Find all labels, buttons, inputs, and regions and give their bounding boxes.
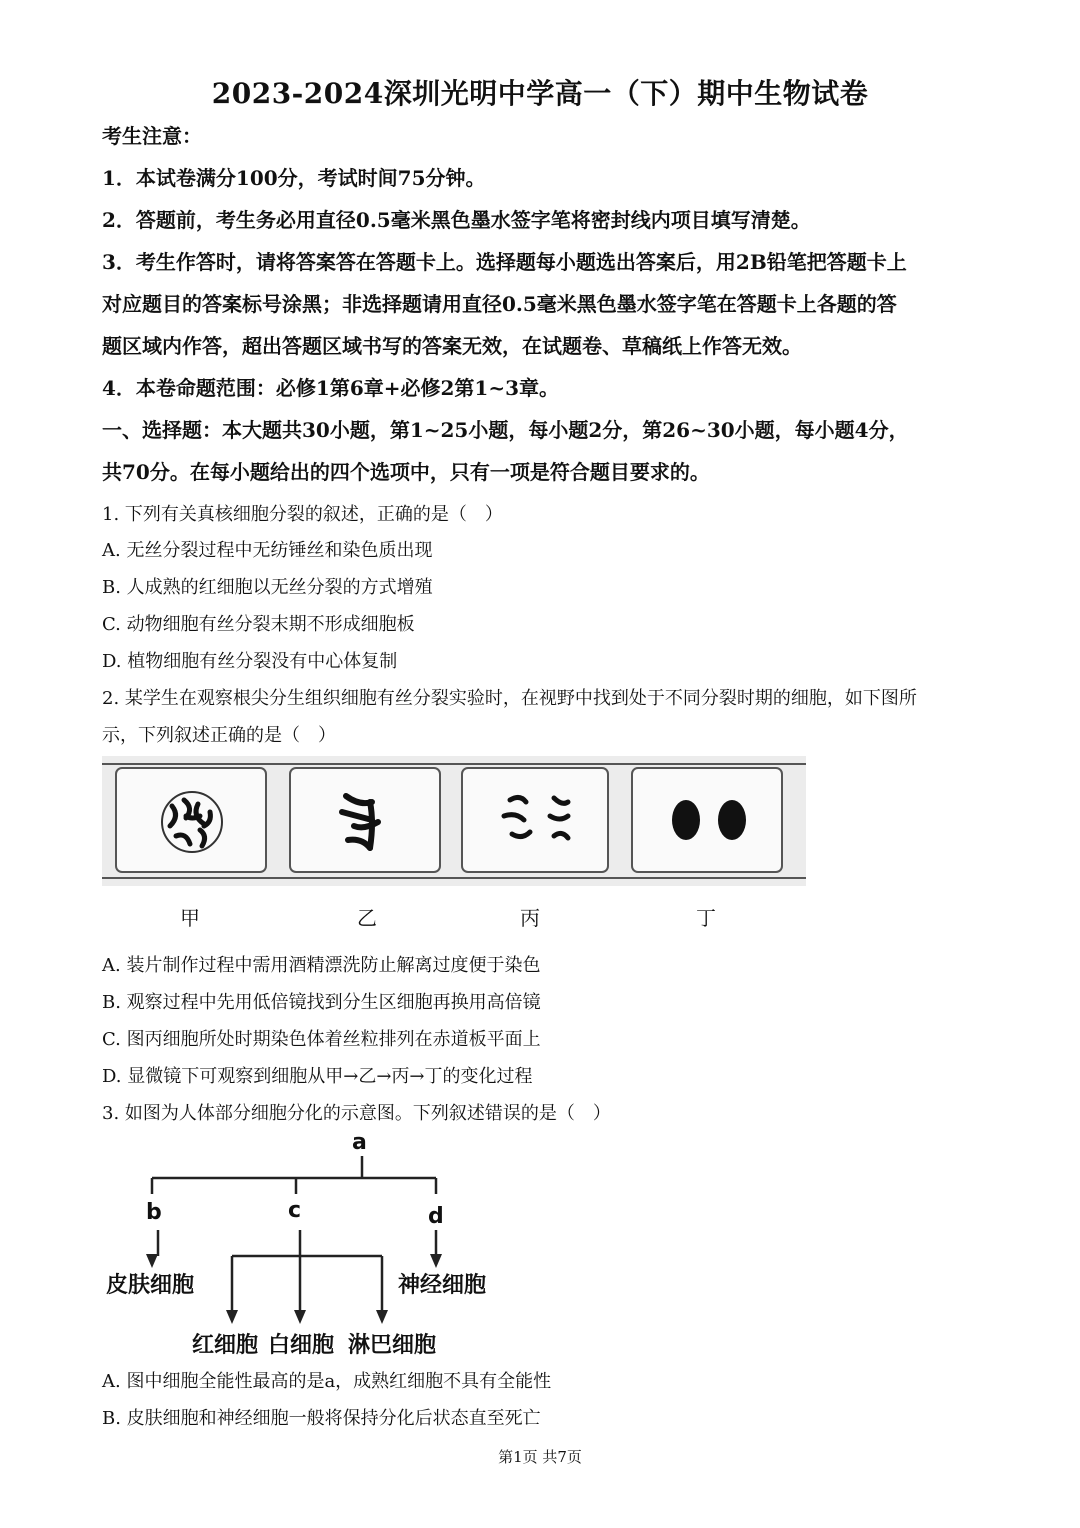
notice-item: 1．本试卷满分100分，考试时间75分钟。	[102, 166, 486, 190]
tree-node-a: a	[352, 1130, 367, 1155]
q3-option-a: A. 图中细胞全能性最高的是a，成熟红细胞不具有全能性	[102, 1371, 552, 1392]
q1-option-d: D. 植物细胞有丝分裂没有中心体复制	[102, 651, 398, 672]
notice-item: 4．本卷命题范围：必修1第6章+必修2第1~3章。	[102, 376, 560, 400]
mitosis-figure	[102, 756, 806, 886]
q2-option-a: A. 装片制作过程中需用酒精漂洗防止解离过度便于染色	[102, 955, 541, 976]
q1-option-a: A. 无丝分裂过程中无纺锤丝和染色质出现	[102, 540, 433, 561]
q1-option-b: B. 人成熟的红细胞以无丝分裂的方式增殖	[102, 577, 433, 598]
tree-node-b: b	[146, 1200, 162, 1225]
notice-item: 3．考生作答时，请将答案答在答题卡上。选择题每小题选出答案后，用2B铅笔把答题卡上	[102, 250, 907, 274]
tree-skin-cell: 皮肤细胞	[106, 1273, 195, 1298]
q2-option-d: D. 显微镜下可观察到细胞从甲→乙→丙→丁的变化过程	[102, 1066, 533, 1087]
figure-label-jia: 甲	[180, 906, 200, 930]
q2-stem: 2. 某学生在观察根尖分生组织细胞有丝分裂实验时，在视野中找到处于不同分裂时期的细胞，如下图所	[102, 688, 917, 709]
q3-stem: 3. 如图为人体部分细胞分化的示意图。下列叙述错误的是（ ）	[102, 1103, 611, 1124]
q1-stem: 1. 下列有关真核细胞分裂的叙述，正确的是（ ）	[102, 504, 503, 525]
q2-option-b: B. 观察过程中先用低倍镜找到分生区细胞再换用高倍镜	[102, 992, 541, 1013]
q1-option-c: C. 动物细胞有丝分裂末期不形成细胞板	[102, 614, 415, 635]
tree-nerve-cell: 神经细胞	[398, 1273, 487, 1298]
figure-label-yi: 乙	[357, 906, 377, 930]
q2-option-c: C. 图丙细胞所处时期染色体着丝粒排列在赤道板平面上	[102, 1029, 541, 1050]
page-title: 2023-2024深圳光明中学高一（下）期中生物试卷	[211, 77, 869, 110]
tree-white-cell: 白细胞	[268, 1333, 335, 1358]
notice-item: 2．答题前，考生务必用直径0.5毫米黑色墨水签字笔将密封线内项目填写清楚。	[102, 208, 811, 232]
section-heading: 一、选择题：本大题共30小题，第1~25小题，每小题2分，第26~30小题，每小题4分，	[102, 418, 909, 442]
tree-node-d: d	[428, 1204, 444, 1229]
q2-stem-cont: 示，下列叙述正确的是（ ）	[102, 725, 336, 746]
notice-item: 对应题目的答案标号涂黑；非选择题请用直径0.5毫米黑色墨水签字笔在答题卡上各题的答	[102, 292, 897, 316]
figure-label-bing: 丙	[520, 906, 540, 930]
figure-label-ding: 丁	[696, 906, 716, 930]
notice-item: 题区域内作答，超出答题区域书写的答案无效，在试题卷、草稿纸上作答无效。	[102, 334, 802, 358]
tree-node-c: c	[288, 1198, 302, 1223]
mitosis-cells-drawing	[102, 756, 806, 886]
notice-heading: 考生注意：	[102, 124, 202, 148]
tree-red-cell: 红细胞	[192, 1333, 259, 1358]
tree-lymph-cell: 淋巴细胞	[348, 1333, 437, 1358]
page-footer: 第1页 共7页	[498, 1448, 582, 1466]
section-heading-cont: 共70分。在每小题给出的四个选项中，只有一项是符合题目要求的。	[102, 460, 710, 484]
q3-option-b: B. 皮肤细胞和神经细胞一般将保持分化后状态直至死亡	[102, 1408, 541, 1429]
